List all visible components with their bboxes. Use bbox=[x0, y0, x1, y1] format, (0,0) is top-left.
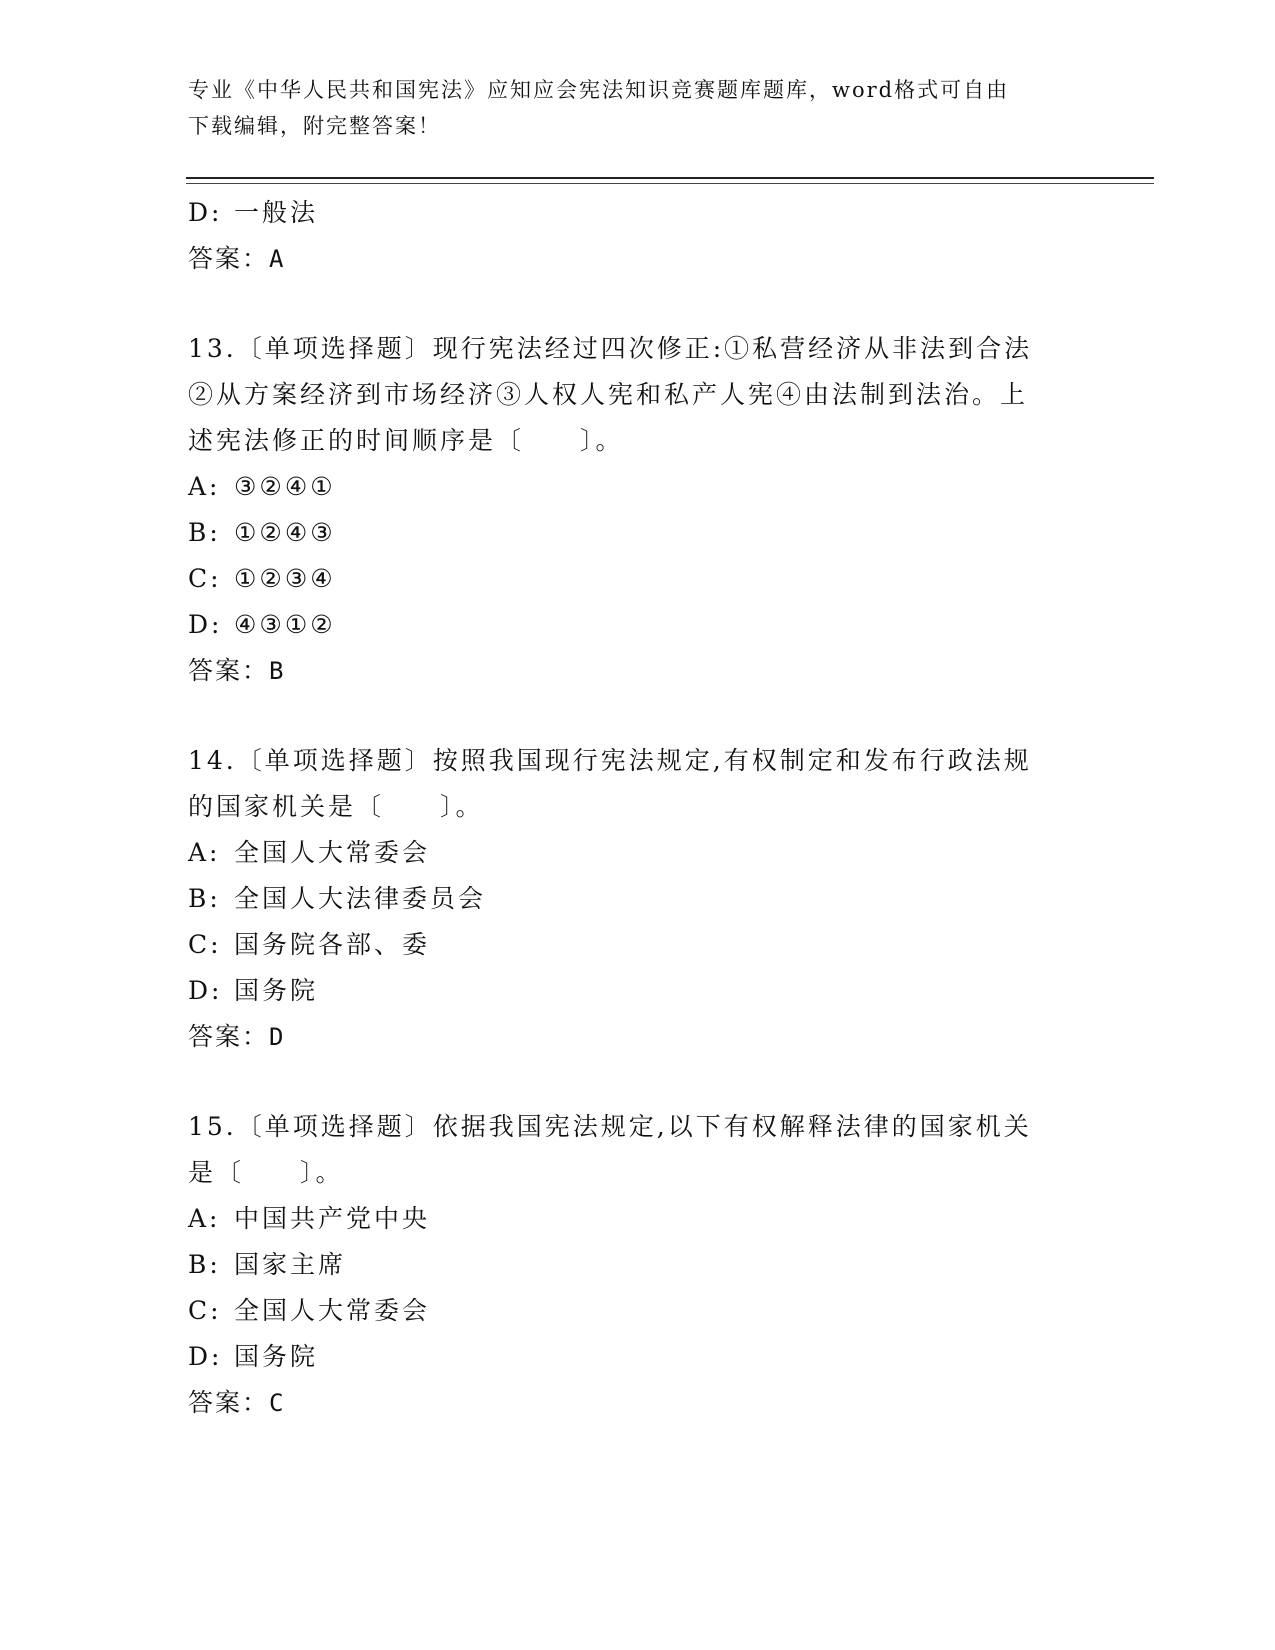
document-header bbox=[188, 72, 1068, 144]
option-key: B: bbox=[188, 884, 221, 913]
option-key: D: bbox=[188, 976, 223, 1005]
option-row bbox=[188, 602, 1068, 648]
option-row bbox=[188, 1288, 1068, 1334]
question-text-line: ②从方案经济到市场经济③人权人宪和私产人宪④由法制到法治。上 bbox=[188, 380, 1029, 409]
option-row bbox=[188, 876, 1068, 922]
question-text-line: 14.〔单项选择题〕按照我国现行宪法规定,有权制定和发布行政法规 bbox=[188, 746, 1032, 775]
option-text: ④③①② bbox=[234, 610, 336, 639]
answer-label: 答案： bbox=[188, 1388, 270, 1417]
option-row bbox=[188, 1242, 1068, 1288]
answer-value: B bbox=[269, 657, 287, 685]
header-divider-thin bbox=[186, 183, 1154, 184]
question-13 bbox=[188, 326, 1068, 694]
header-line-2: 下载编辑，附完整答案！ bbox=[188, 114, 441, 138]
header-line-1: 专业《中华人民共和国宪法》应知应会宪法知识竞赛题库题库，word格式可自由 bbox=[188, 78, 1010, 102]
option-text: 一般法 bbox=[234, 198, 319, 227]
answer-label: 答案： bbox=[188, 1022, 270, 1051]
header-divider-thick bbox=[186, 177, 1154, 179]
question-text-line: 是〔 〕。 bbox=[188, 1158, 344, 1187]
option-key: D: bbox=[188, 198, 223, 227]
option-text: ①②③④ bbox=[234, 564, 336, 593]
option-text: 国务院 bbox=[234, 976, 319, 1005]
option-text: 国务院各部、委 bbox=[234, 930, 431, 959]
answer-label: 答案： bbox=[188, 244, 270, 273]
option-row bbox=[188, 968, 1068, 1014]
answer-row bbox=[188, 236, 1068, 282]
option-text: 全国人大法律委员会 bbox=[234, 884, 487, 913]
option-text: 国家主席 bbox=[234, 1250, 347, 1279]
option-row bbox=[188, 1334, 1068, 1380]
question-text-line: 15.〔单项选择题〕依据我国宪法规定,以下有权解释法律的国家机关 bbox=[188, 1112, 1032, 1141]
answer-value: A bbox=[269, 245, 287, 273]
option-text: ①②④③ bbox=[234, 518, 336, 547]
answer-row bbox=[188, 1014, 1068, 1060]
answer-value: D bbox=[269, 1023, 287, 1051]
option-key: A: bbox=[188, 838, 221, 867]
option-key: D: bbox=[188, 1342, 223, 1371]
option-key: C: bbox=[188, 930, 222, 959]
option-row bbox=[188, 510, 1068, 556]
option-text: ③②④① bbox=[234, 472, 336, 501]
answer-row bbox=[188, 648, 1068, 694]
option-key: C: bbox=[188, 564, 222, 593]
question-list bbox=[188, 190, 1068, 1426]
question-15 bbox=[188, 1104, 1068, 1426]
option-text: 中国共产党中央 bbox=[234, 1204, 431, 1233]
option-key: D: bbox=[188, 610, 223, 639]
option-key: B: bbox=[188, 1250, 221, 1279]
option-row bbox=[188, 830, 1068, 876]
option-text: 全国人大常委会 bbox=[234, 1296, 431, 1325]
answer-label: 答案： bbox=[188, 656, 270, 685]
option-row bbox=[188, 1196, 1068, 1242]
option-text: 全国人大常委会 bbox=[234, 838, 431, 867]
answer-value: C bbox=[269, 1389, 287, 1417]
question-text-line: 的国家机关是〔 〕。 bbox=[188, 792, 484, 821]
option-key: C: bbox=[188, 1296, 222, 1325]
option-text: 国务院 bbox=[234, 1342, 319, 1371]
answer-row bbox=[188, 1380, 1068, 1426]
question-text-line: 13.〔单项选择题〕现行宪法经过四次修正:①私营经济从非法到合法 bbox=[188, 334, 1033, 363]
option-row bbox=[188, 556, 1068, 602]
option-row bbox=[188, 190, 1068, 236]
option-key: B: bbox=[188, 518, 221, 547]
option-row bbox=[188, 922, 1068, 968]
question-14 bbox=[188, 738, 1068, 1060]
option-row bbox=[188, 464, 1068, 510]
question-text-line: 述宪法修正的时间顺序是〔 〕。 bbox=[188, 426, 624, 455]
option-key: A: bbox=[188, 472, 221, 501]
option-key: A: bbox=[188, 1204, 221, 1233]
